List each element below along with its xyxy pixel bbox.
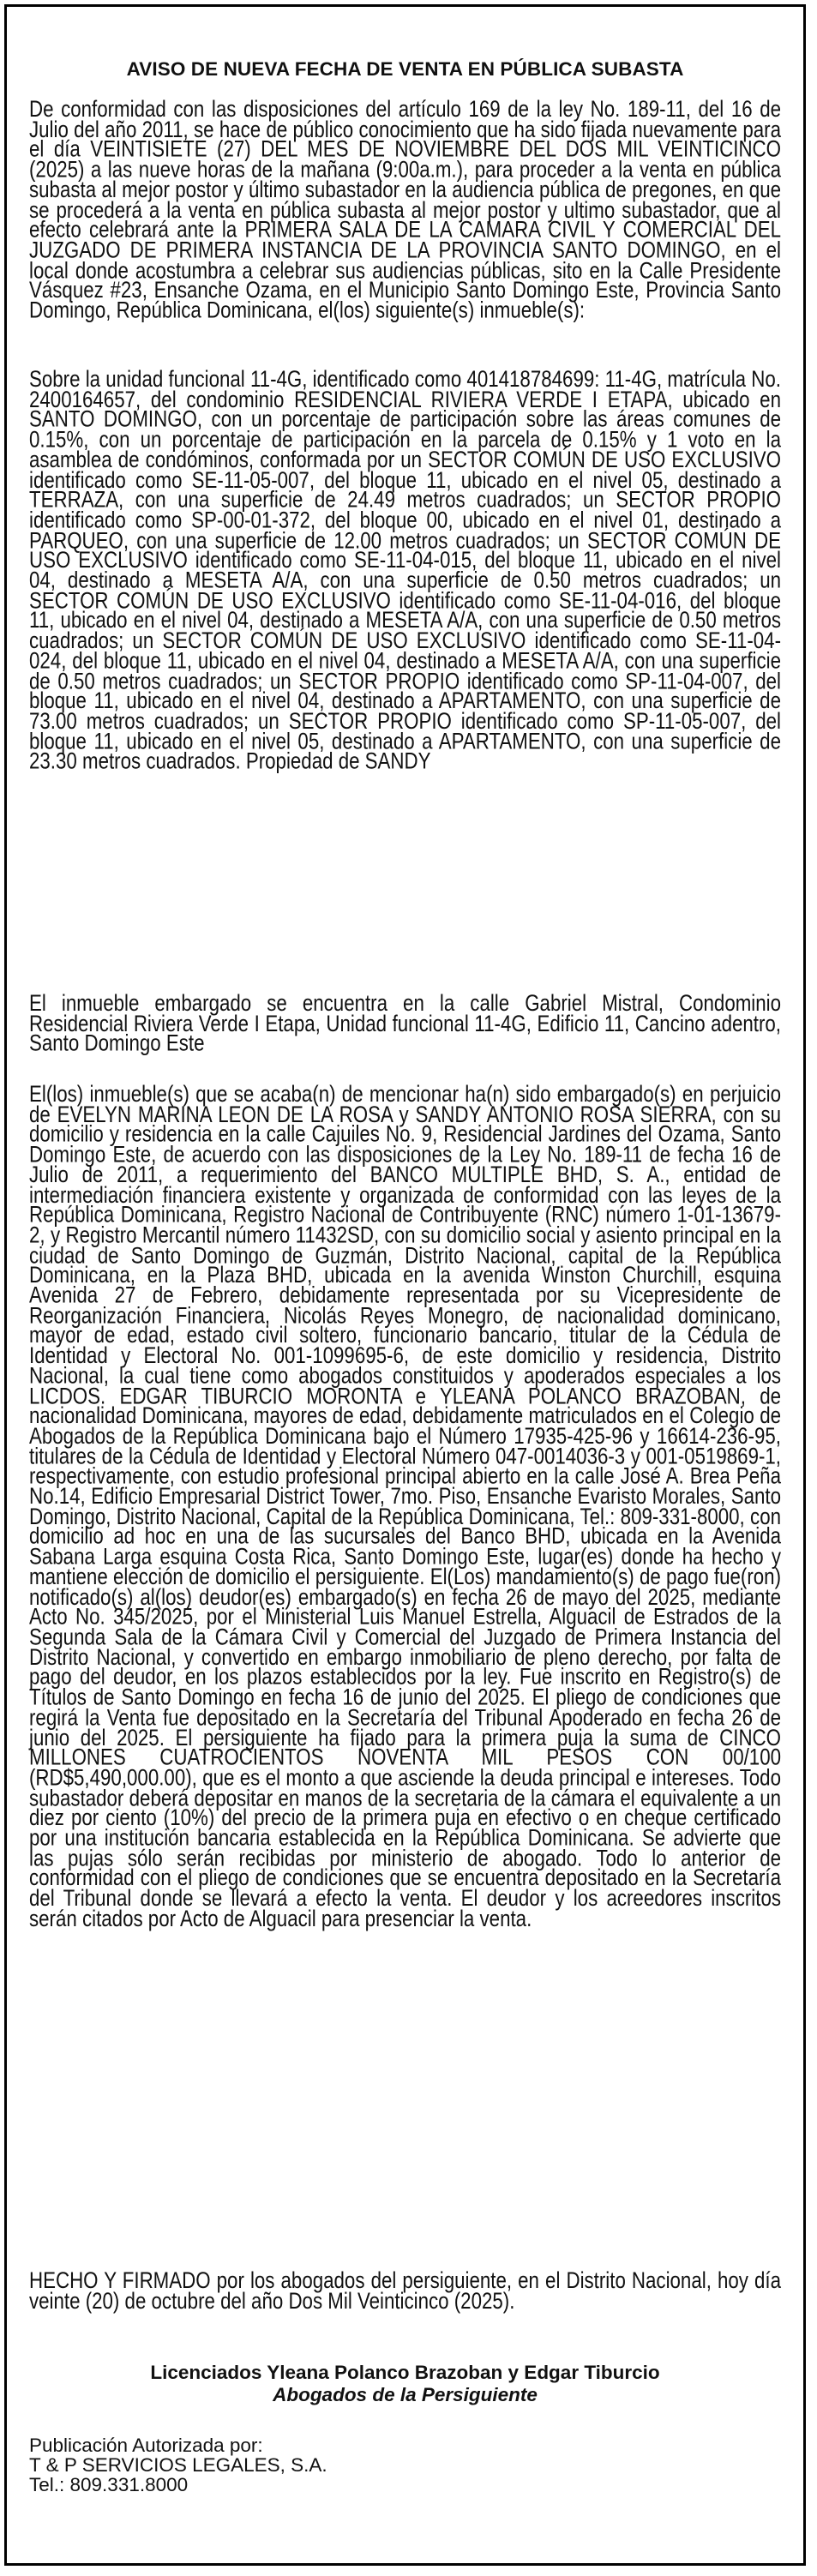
signature-paragraph: HECHO Y FIRMADO por los abogados del persiguiente, en el Distrito Nacional, hoy día veinte (20) de octubre del año Dos Mil Veinticinco (2025). <box>29 2267 781 2314</box>
property-description-paragraph: Sobre la unidad funcional 11-4G, identificado como 401418784699: 11-4G, matrícula No. 2400164657, del condominio RESIDENCIAL RIVIERA VERDE I ETAPA, ubicado en SANTO DOMINGO, con un porcentaje de participación sobre las áreas comunes de 0.15%, con un porcentaje de participación en la parcela de 0.15% y 1 voto en la asamblea de condóminos, conformada por un SECTOR COMÚN DE USO EXCLUSIVO identificado como SE-11-05-007, del bloque 11, ubicado en el nivel 05, destinado a TERRAZA, con una superficie de 24.49 metros cuadrados; un SECTOR PROPIO identificado como SP-00-01-372, del bloque 00, ubicado en el nivel 01, destinado a PARQUEO, con una superficie de 12.00 metros cuadrados; un SECTOR COMÚN DE USO EXCLUSIVO identificado como SE-11-04-015, del bloque 11, ubicado en el nivel 04, destinado a MESETA A/A, con una superficie de 0.50 metros cuadrados; un SECTOR COMÚN DE USO EXCLUSIVO identificado como SE-11-04-016, del bloque 11, ubicado en el nivel 04, destinado a MESETA A/A, con una superficie de 0.50 metros cuadrados; un SECTOR COMÚN DE USO EXCLUSIVO identificado como SE-11-04-024, del bloque 11, ubicado en el nivel 04, destinado a MESETA A/A, con una superficie de 0.50 metros cuadrados; un SECTOR PROPIO identificado como SP-11-04-007, del bloque 11, ubicado en el nivel 04, destinado a APARTAMENTO, con una superficie de 73.00 metros cuadrados; un SECTOR PROPIO identificado como SP-11-05-007, del bloque 11, ubicado en el nivel 05, destinado a APARTAMENTO, con una superficie de 23.30 metros cuadrados. Propiedad de SANDY <box>29 366 781 774</box>
intro-paragraph: De conformidad con las disposiciones del artículo 169 de la ley No. 189-11, del 16 de Julio del año 2011, se hace de público conocimiento que ha sido fijada nuevamente para el día VEINTISIETE (27) DEL MES DE NOVIEMBRE DEL DOS MIL VEINTICINCO (2025) a las nueve horas de la mañana (9:00a.m.), para proceder a la venta en pública subasta al mejor postor y último subastador en la audiencia pública de pregones, en que se procederá a la venta en pública subasta al mejor postor y ultimo subastador, que al efecto celebrará ante la PRIMERA SALA DE LA CAMARA CIVIL Y COMERCIAL DEL JUZGADO DE PRIMERA INSTANCIA DE LA PROVINCIA SANTO DOMINGO, en el local donde acostumbra a celebrar sus audiencias públicas, sito en la Calle Presidente Vásquez #23, Ensanche Ozama, en el Municipio Santo Domingo Este, Provincia Santo Domingo, República Dominicana, el(los) siguiente(s) inmueble(s): <box>29 96 781 323</box>
publisher-block <box>29 2435 781 2495</box>
publisher-company: T & P SERVICIOS LEGALES, S.A. <box>29 2454 327 2476</box>
seizure-details-paragraph: El(los) inmueble(s) que se acaba(n) de mencionar ha(n) sido embargado(s) en perjuicio de EVELYN MARINA LEON DE LA ROSA y SANDY ANTONIO ROSA SIERRA, con su domicilio y residencia en la calle Cajuiles No. 9, Residencial Jardines del Ozama, Santo Domingo Este, de acuerdo con las disposiciones de la Ley No. 189-11 de fecha 16 de Julio de 2011, a requerimiento del BANCO MÚLTIPLE BHD, S. A., entidad de intermediación financiera existente y organizada de conformidad con las leyes de la República Dominicana, Registro Nacional de Contribuyente (RNC) número 1-01-13679-2, y Registro Mercantil número 11432SD, con su domicilio social y asiento principal en la ciudad de Santo Domingo de Guzmán, Distrito Nacional, capital de la República Dominicana, en la Plaza BHD, ubicada en la avenida Winston Churchill, esquina Avenida 27 de Febrero, debidamente representada por su Vicepresidente de Reorganización Financiera, Nicolás Reyes Monegro, de nacionalidad dominicano, mayor de edad, estado civil soltero, funcionario bancario, titular de la Cédula de Identidad y Electoral No. 001-1099695-6, de este domicilio y residencia, Distrito Nacional, la cual tiene como abogados constituidos y apoderados especiales a los LICDOS. EDGAR TIBURCIO MORONTA e YLEANA POLANCO BRAZOBAN, de nacionalidad Dominicana, mayores de edad, debidamente matriculados en el Colegio de Abogados de la República Dominicana bajo el Número 17935-425-96 y 16614-236-95, titulares de la Cédula de Identidad y Electoral Número 047-0014036-3 y 001-0519869-1, respectivamente, con estudio profesional principal abierto en la calle José A. Brea Peña No.14, Edificio Empresarial District Tower, 7mo. Piso, Ensanche Evaristo Morales, Santo Domingo, Distrito Nacional, Capital de la República Dominicana, Tel.: 809-331-8000, con domicilio ad hoc en una de las sucursales del Banco BHD, ubicada en la Avenida Sabana Larga esquina Costa Rica, Santo Domingo Este, lugar(es) donde ha hecho y mantiene elección de domicilio el persiguiente. El(Los) mandamiento(s) de pago fue(ron) notificado(s) al(los) deudor(es) embargado(s) en fecha 26 de mayo del 2025, mediante Acto No. 345/2025, por el Ministerial Luis Manuel Estrella, Alguacil de Estrados de la Segunda Sala de la Cámara Civil y Comercial del Juzgado de Primera Instancia del Distrito Nacional, y convertido en embargo inmobiliario de pleno derecho, por falta de pago del deudor, en los plazos establecidos por la ley. Fue inscrito en Registro(s) de Títulos de Santo Domingo en fecha 16 de junio del 2025. El pliego de condiciones que regirá la Venta fue depositado en la Secretaría del Tribunal Apoderado en fecha 26 de junio del 2025. El persiguiente ha fijado para la primera puja la suma de CINCO MILLONES CUATROCIENTOS NOVENTA MIL PESOS CON 00/100 (RD$5,490,000.00), que es el monto a que asciende la deuda principal e intereses. Todo subastador deberá depositar en manos de la secretaria de la cámara el equivalente a un diez por ciento (10%) del precio de la primera puja en efectivo o en cheque certificado por una institución bancaria establecida en la República Dominicana. Se advierte que las pujas sólo serán recibidas por ministerio de abogado. Todo lo anterior de conformidad con el pliego de condiciones que se encuentra depositado en la Secretaría del Tribunal donde se llevará a efecto la venta. El deudor y los acreedores inscritos serán citados por Acto de Alguacil para presenciar la venta. <box>29 1081 781 1931</box>
lawyers-block <box>29 2362 781 2406</box>
publisher-authorized-line: Publicación Autorizada por: <box>29 2435 263 2456</box>
notice-title: AVISO DE NUEVA FECHA DE VENTA EN PÚBLICA SUBASTA <box>126 58 684 80</box>
publisher-phone: Tel.: 809.331.8000 <box>29 2474 189 2495</box>
legal-notice <box>4 4 806 2566</box>
lawyers-role: Abogados de la Persiguiente <box>273 2384 538 2405</box>
lawyers-names: Licenciados Yleana Polanco Brazoban y Edgar Tiburcio <box>150 2362 660 2383</box>
property-location-paragraph: El inmueble embargado se encuentra en la calle Gabriel Mistral, Condominio Residencial Riviera Verde I Etapa, Unidad funcional 11-4G, Edificio 11, Cancino adentro, Santo Domingo Este <box>29 990 781 1057</box>
